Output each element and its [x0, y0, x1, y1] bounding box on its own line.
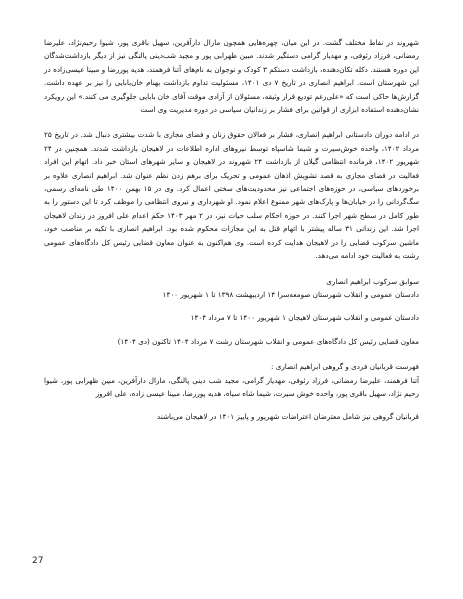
repression-record: [44, 275, 419, 349]
spacer: [44, 400, 419, 410]
group-victims-section: [44, 410, 419, 423]
spacer: [44, 301, 419, 311]
victims-title: فهرست قربانیان فردی و گروهی ابراهیم انصاری :: [271, 362, 419, 372]
record-item-2: دادستان عمومی و انقلاب شهرستان لاهیجان ۱ شهریور ۱۴۰۰ تا ۷ مرداد ۱۴۰۴: [190, 313, 419, 323]
spacer: [44, 116, 419, 128]
group-victims-text: قربانیان گروهی نیز شامل معترضان اعتراضات شهریور و پاییز ۱۴۰۱ در لاهیجان می‌باشند: [157, 412, 419, 422]
page-number: 27: [32, 556, 44, 566]
document-body: [44, 36, 419, 424]
spacer: [44, 348, 419, 360]
record-title: سوابق سرکوب ابراهیم انصاری: [326, 276, 419, 286]
record-item-3: معاون قضایی رئیس کل دادگاه‌های عمومی و انقلاب شهرستان رشت ۷ مرداد ۱۴۰۴ تاکنون (دی ۱۴۰۴): [117, 336, 419, 346]
paragraph-2: [44, 128, 419, 262]
paragraph-2-text: در ادامه دوران دادستانی ابراهیم انصاری، فشار بر فعالان حقوق زنان و فضای مجازی با شدت بیشتری دنبال شد. در تاریخ ۲۵ مرداد ۱۴۰۲، واحده خوش‌سیرت و شیما شاسپاه توسط نیروهای اداره اطلاعات در لاهیجان بازداشت شدند. همچنین در ۲۴ شهریور ۱۴۰۲، فرمانده انتظامی گیلان از بازداشت ۲۴ شهروند در لاهیجان و سایر شهرهای استان خبر داد. اتهام این افراد فعالیت در فضای مجازی به قصد تشویش اذهان عمومی و تحریک برای برهم زدن نظم عنوان شد. ابراهیم انصاری علاوه بر برخوردهای سیاسی، در حوزه‌های اجتماعی نیز محدودیت‌های سختی اعمال کرد. وی در ۱۵ بهمن ۱۴۰۰ طی نامه‌ای رسمی، سگ‌گردانی را در خیابان‌ها و پارک‌های شهر ممنوع اعلام نمود. او شهرداری و نیروی انتظامی را موظف کرد تا این دستور را به طور کامل در سطح شهر اجرا کنند. در حوزه احکام سلب حیات نیز، در ۲ مهر ۱۴۰۳ حکم اعدام علی افروز در زندان لاهیجان اجرا شد. این زندانی ۳۱ ساله پیشتر با اتهام قتل به این مجازات محکوم شده بود. ابراهیم انصاری با تکیه بر مناصب خود، ماشین سرکوب قضایی را در لاهیجان هدایت کرده است. وی هم‌اکنون به عنوان معاون قضایی رئیس کل دادگاه‌های عمومی رشت به فعالیت خود ادامه می‌دهد.: [44, 130, 420, 261]
spacer: [44, 325, 419, 335]
paragraph-1: [44, 36, 419, 116]
paragraph-1-text: شهروند در نقاط مختلف گشت. در این میان، چهره‌هایی همچون مارال دارآفرین، سهیل باقری پور، شیوا رحیم‌نژاد، علیرضا رمضانی، فرزاد رئوفی، و مهدیار گرامی دستگیر شدند. مبین ظهرابی پور و مجید شب‌دینی پالنگی نیز از دیگر بازداشت‌شدگان این دوره هستند. دکله تکان‌دهنده، بازداشت دستکم ۳ کودک و نوجوان به نام‌های آتنا فرهمند، هدیه پوررضا و مبینا عیسی‌زاده در این شهرستان است. ابراهیم انصاری در تاریخ ۷ دی ۱۴۰۱، مسئولیت تداوم بازداشت بهنام خان‌بابایی را نیز بر عهده داشت. گزارش‌ها حاکی است که «علی‌رغم تودیع قرار وثیقه، مسئولان از آزادی موقت آقای خان بابایی جلوگیری می کنند.» این رویکرد نشان‌دهنده استفاده ابزاری از قوانین برای فشار بر زندانیان سیاسی در دوره مدیریت وی است: [44, 38, 419, 115]
spacer: [44, 263, 419, 275]
victims-list: آتنا فرهمند، علیرضا رمضانی، فرزاد رئوفی، مهدیار گرامی، مجید شب دینی پالنگی، مارال دارآفرین، مبین ظهرابی پور، شیوا رحیم نژاد، سهیل باقری پور، واحده خوش سیرت، شیما شاه سیاه، هدیه پوررضا، مبینا عیسی زاده، علی افروز: [44, 375, 419, 398]
record-item-1: دادستان عمومی و انقلاب شهرستان صومعه‌سرا ۱۴ اردیبهشت ۱۳۹۸ تا ۱ شهریور ۱۴۰۰: [162, 289, 419, 299]
victims-section: [44, 360, 419, 400]
